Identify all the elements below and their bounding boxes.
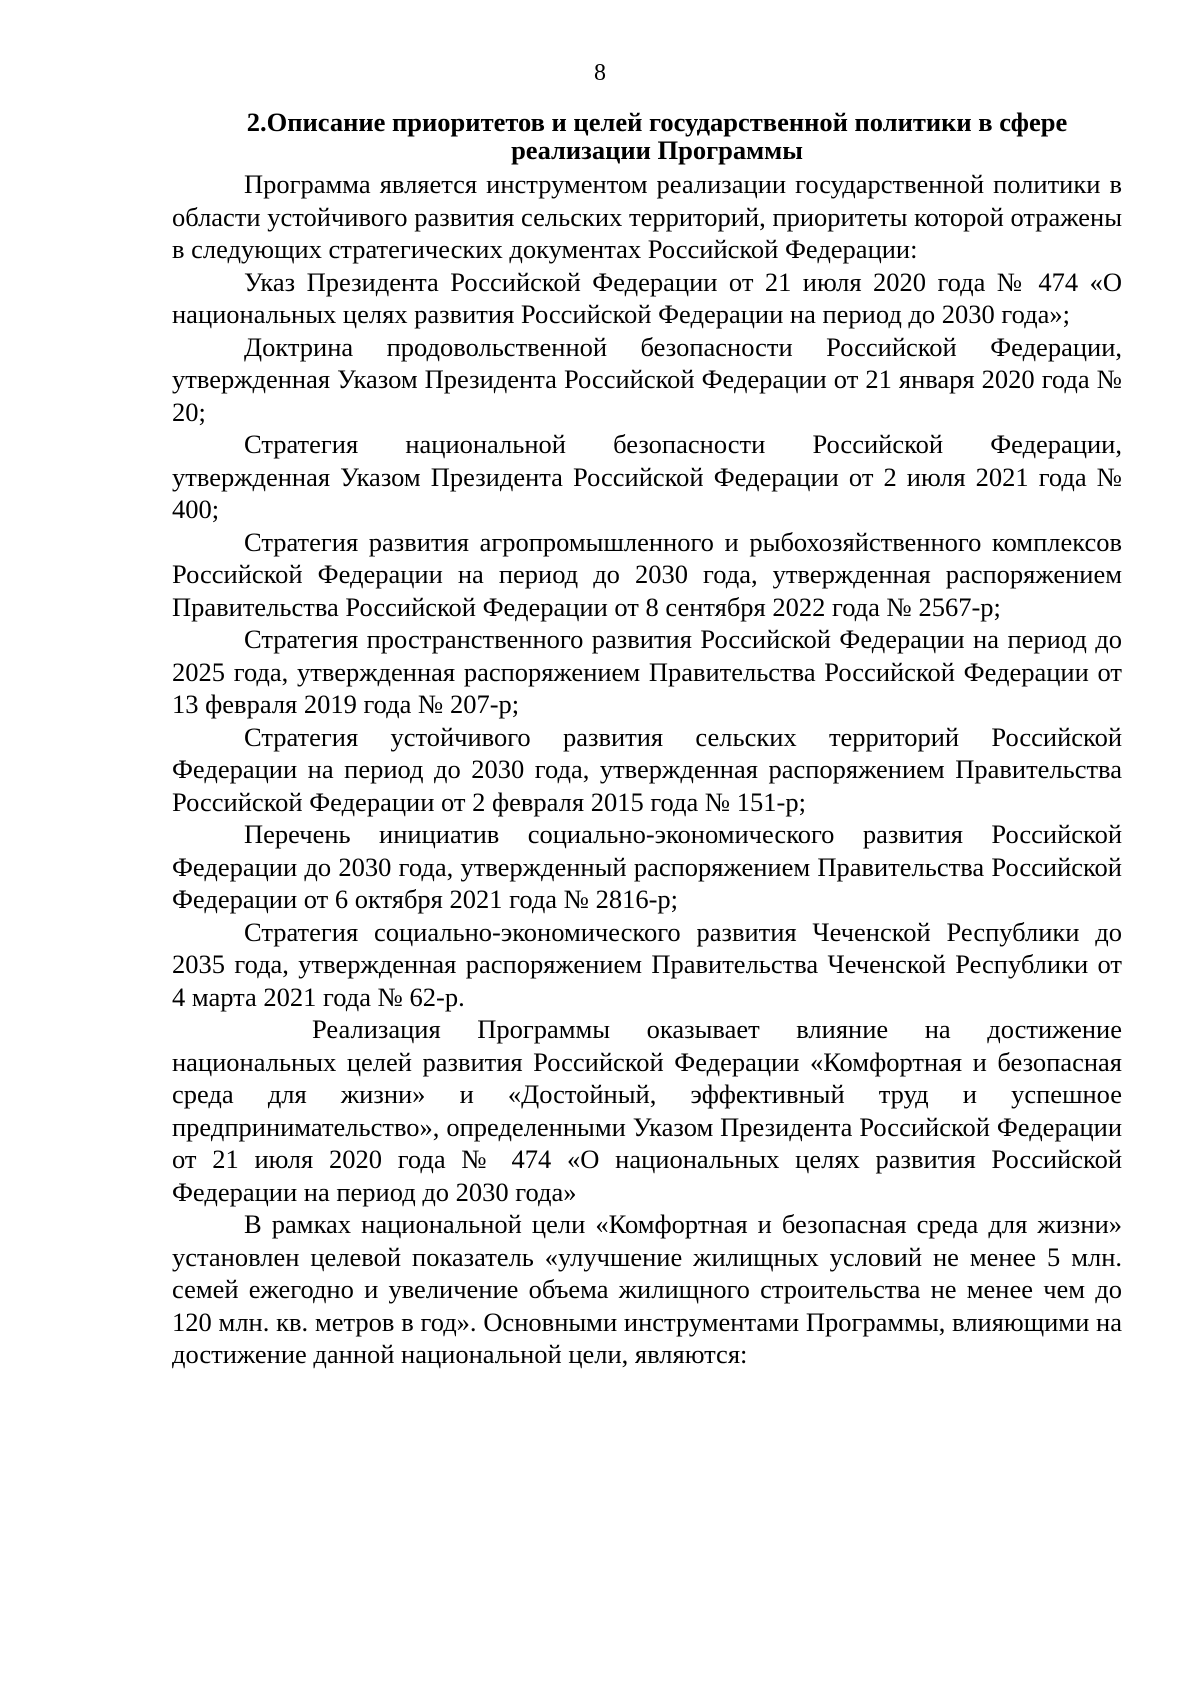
page-number: 8 xyxy=(594,60,606,86)
body-text xyxy=(172,168,1122,1371)
paragraph-intro: Программа является инструментом реализации государственной политики в области устойчивого развития сельских территорий, приоритеты которой отражены в следующих стратегических документах Российской Федерации: xyxy=(172,169,1122,264)
paragraph-initiatives-list: Перечень инициатив социально-экономического развития Российской Федерации до 2030 года, утвержденный распоряжением Правительства Российской Федерации от 6 октября 2021 года № 2816-р; xyxy=(172,819,1122,914)
page-content xyxy=(172,108,1122,1371)
paragraph-food-security-doctrine: Доктрина продовольственной безопасности Российской Федерации, утвержденная Указом Президента Российской Федерации от 21 января 2020 года № 20; xyxy=(172,331,1122,427)
paragraph-comfortable-environment: В рамках национальной цели «Комфортная и безопасная среда для жизни» установлен целевой показатель «улучшение жилищных условий не менее 5 млн. семей ежегодно и увеличение объема жилищного строительства не менее чем до 120 млн. кв. метров в год». Основными инструментами Программы, влияющими на достижение данной национальной цели, являются: xyxy=(172,1209,1122,1369)
paragraph-national-security-strategy: Стратегия национальной безопасности Российской Федерации, утвержденная Указом Президента Российской Федерации от 2 июля 2021 года № 400; xyxy=(172,429,1122,524)
paragraph-national-goals: Реализация Программы оказывает влияние на достижение национальных целей развития Российской Федерации «Комфортная и безопасная среда для жизни» и «Достойный, эффективный труд и успешное предпринимательство», определенными Указом Президента Российской Федерации от 21 июля 2020 года № 474 «О национальных целях развития Российской Федерации на период до 2030 года» xyxy=(172,1014,1122,1207)
paragraph-agro-strategy: Стратегия развития агропромышленного и рыбохозяйственного комплексов Российской Федерации на период до 2030 года, утвержденная распоряжением Правительства Российской Федерации от 8 сентября 2022 года № 2567-р; xyxy=(172,526,1122,622)
paragraph-spatial-strategy: Стратегия пространственного развития Российской Федерации на период до 2025 года, утвержденная распоряжением Правительства Российской Федерации от 13 февраля 2019 года № 207-р; xyxy=(172,624,1122,719)
paragraph-decree-474: Указ Президента Российской Федерации от 21 июля 2020 года № 474 «О национальных целях развития Российской Федерации на период до 2030 года»; xyxy=(172,266,1122,329)
section-heading: 2.Описание приоритетов и целей государственной политики в сфере реализации Программы xyxy=(246,107,1068,165)
paragraph-rural-strategy: Стратегия устойчивого развития сельских территорий Российской Федерации на период до 2030 года, утвержденная распоряжением Правительства Российской Федерации от 2 февраля 2015 года № 151-р; xyxy=(172,721,1122,817)
paragraph-chechen-strategy: Стратегия социально-экономического развития Чеченской Республики до 2035 года, утвержденная распоряжением Правительства Чеченской Республики от 4 марта 2021 года № 62-р. xyxy=(172,916,1122,1012)
